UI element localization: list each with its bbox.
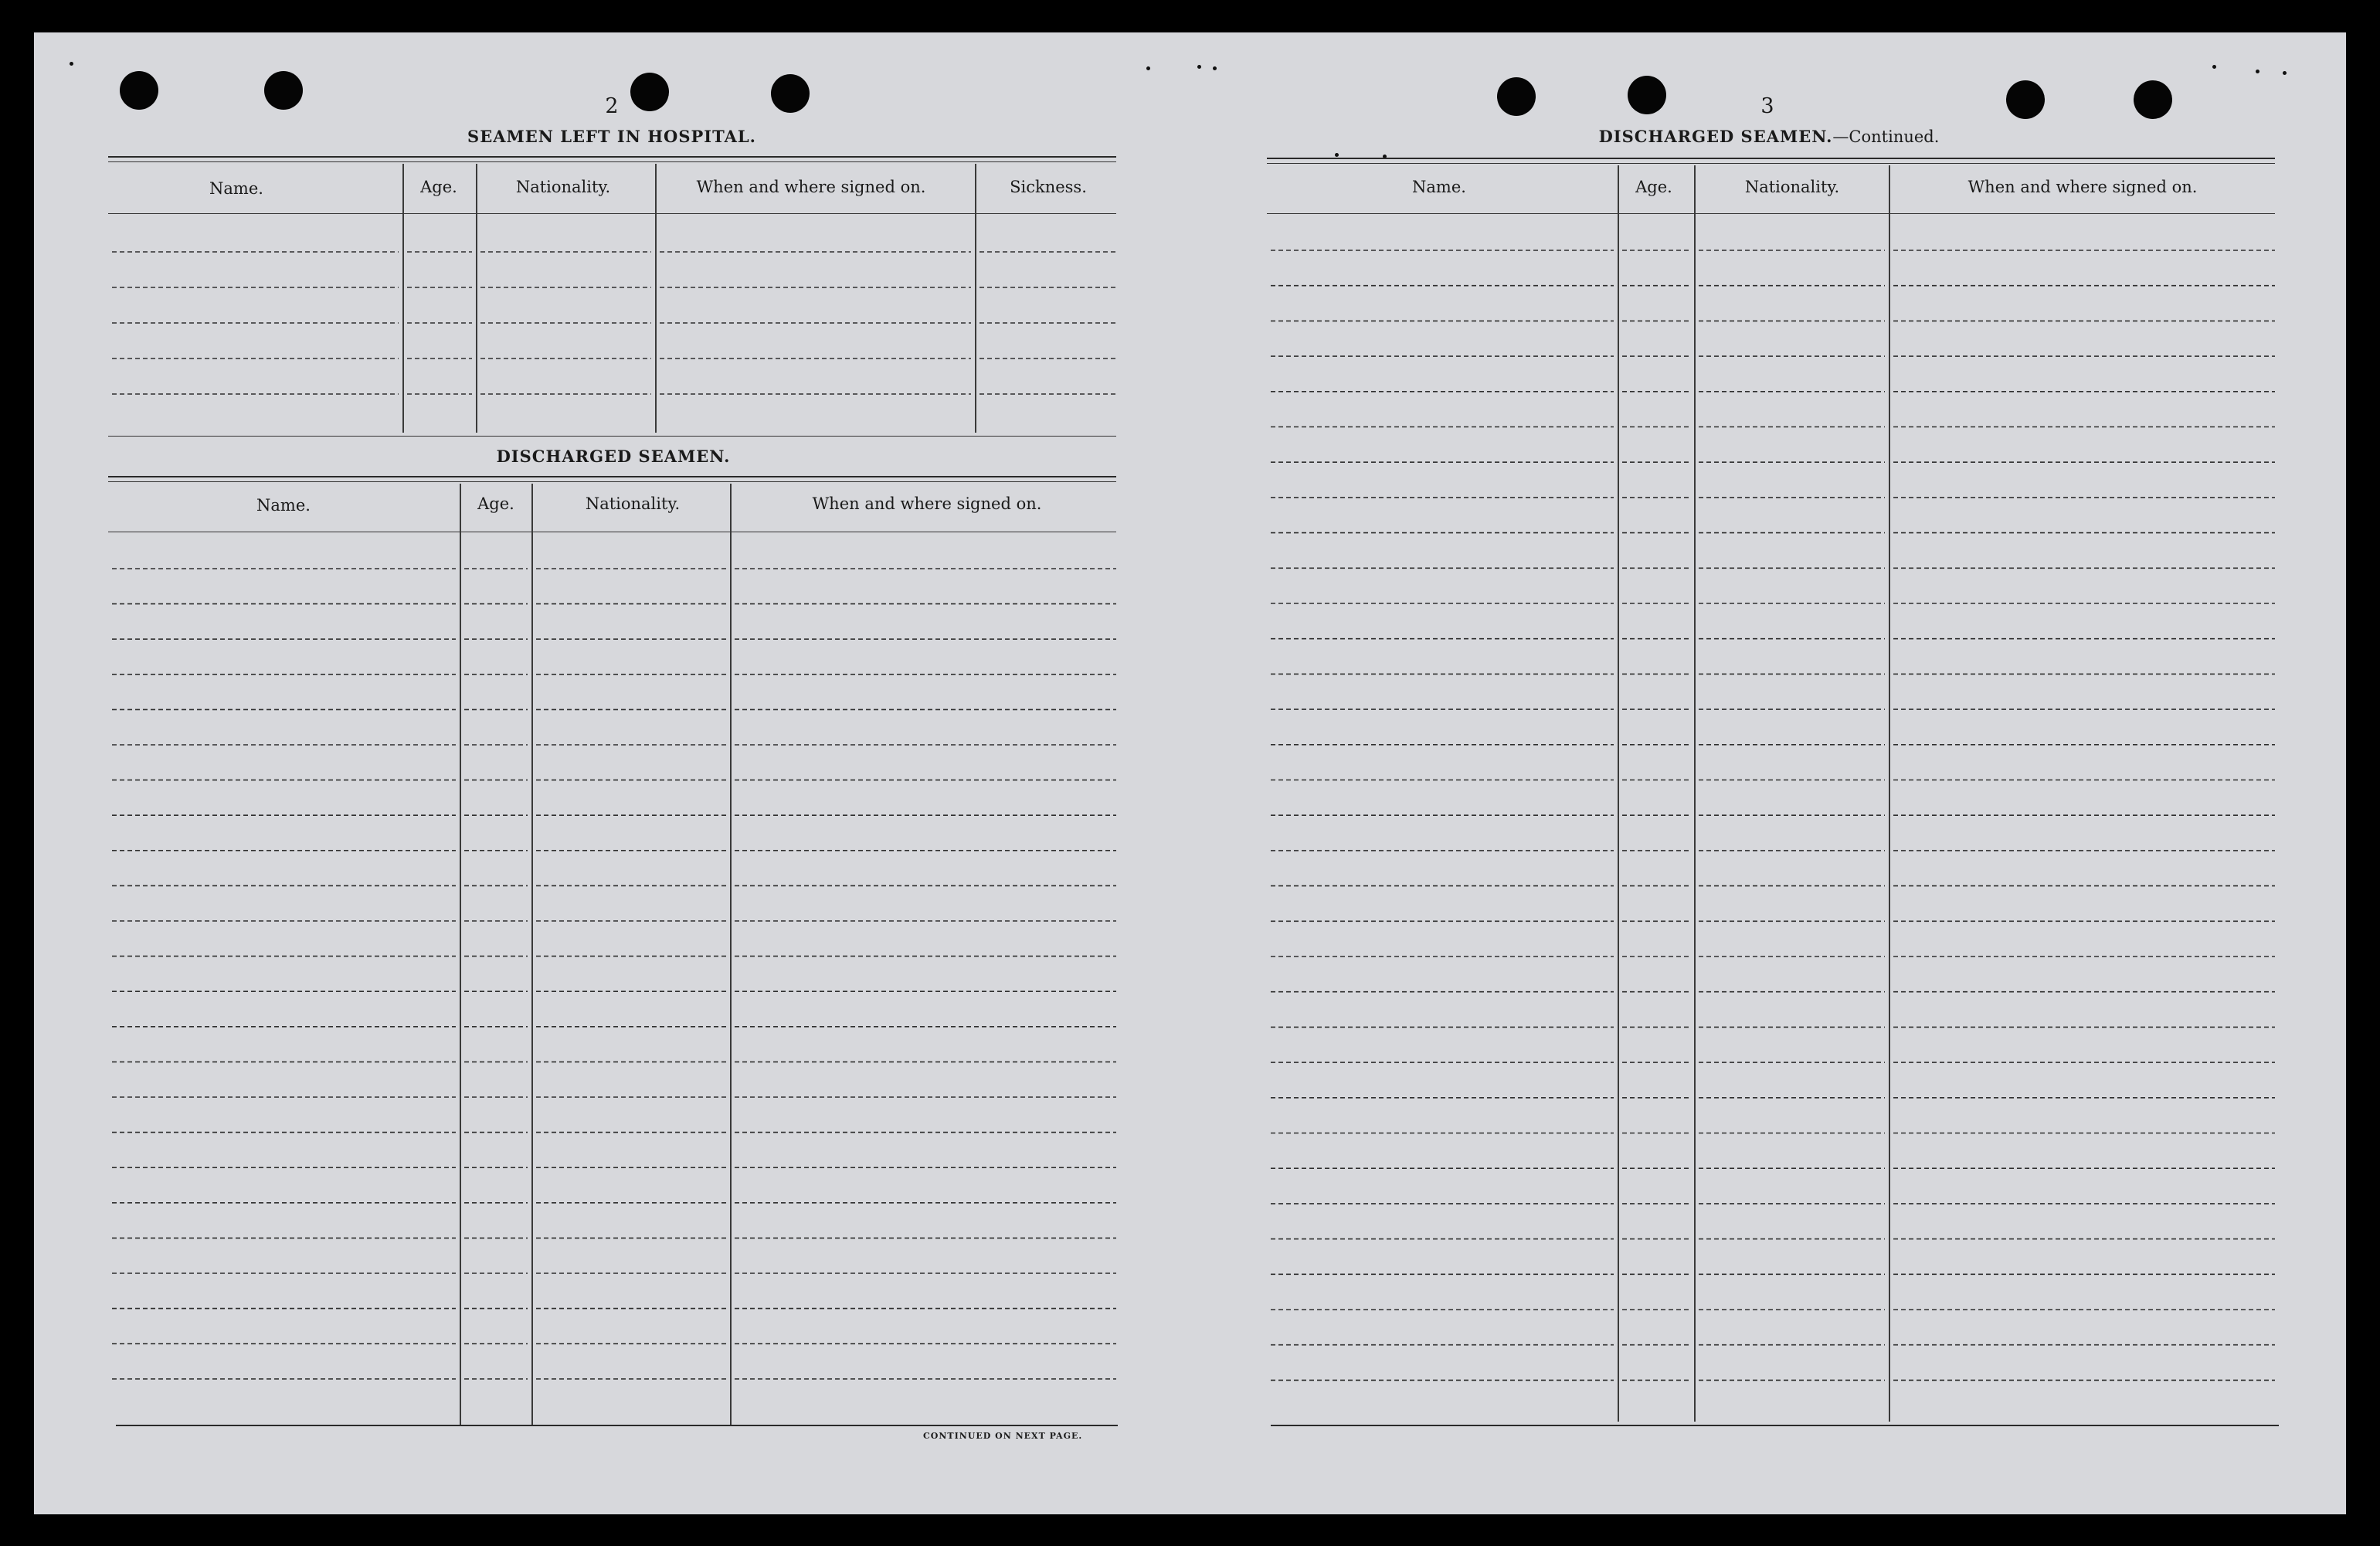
hospital-section-title: SEAMEN LEFT IN HOSPITAL. [467,127,756,146]
right-col-signed-on: When and where signed on. [1967,178,2198,196]
page-number-left: 2 [605,94,619,118]
hospital-col-sickness: Sickness. [1010,178,1087,196]
right-col-age: Age. [1635,178,1672,196]
discharged-col-age: Age. [477,494,514,513]
continued-note: CONTINUED ON NEXT PAGE. [923,1431,1083,1441]
discharged-section-title: DISCHARGED SEAMEN. [496,447,731,466]
discharged-col-signed-on: When and where signed on. [812,494,1042,513]
discharged-col-name: Name. [256,496,311,515]
hospital-col-nationality: Nationality. [515,178,611,196]
hospital-col-age: Age. [420,178,457,196]
right-col-name: Name. [1412,178,1466,196]
right-col-nationality: Nationality. [1744,178,1840,196]
hospital-col-name: Name. [209,179,263,198]
right-section-title-main: DISCHARGED SEAMEN. [1598,127,1833,146]
right-section-title-suffix: —Continued. [1832,127,1940,146]
page-number-right: 3 [1760,94,1774,118]
discharged-col-nationality: Nationality. [585,494,681,513]
hospital-col-signed-on: When and where signed on. [696,178,926,196]
